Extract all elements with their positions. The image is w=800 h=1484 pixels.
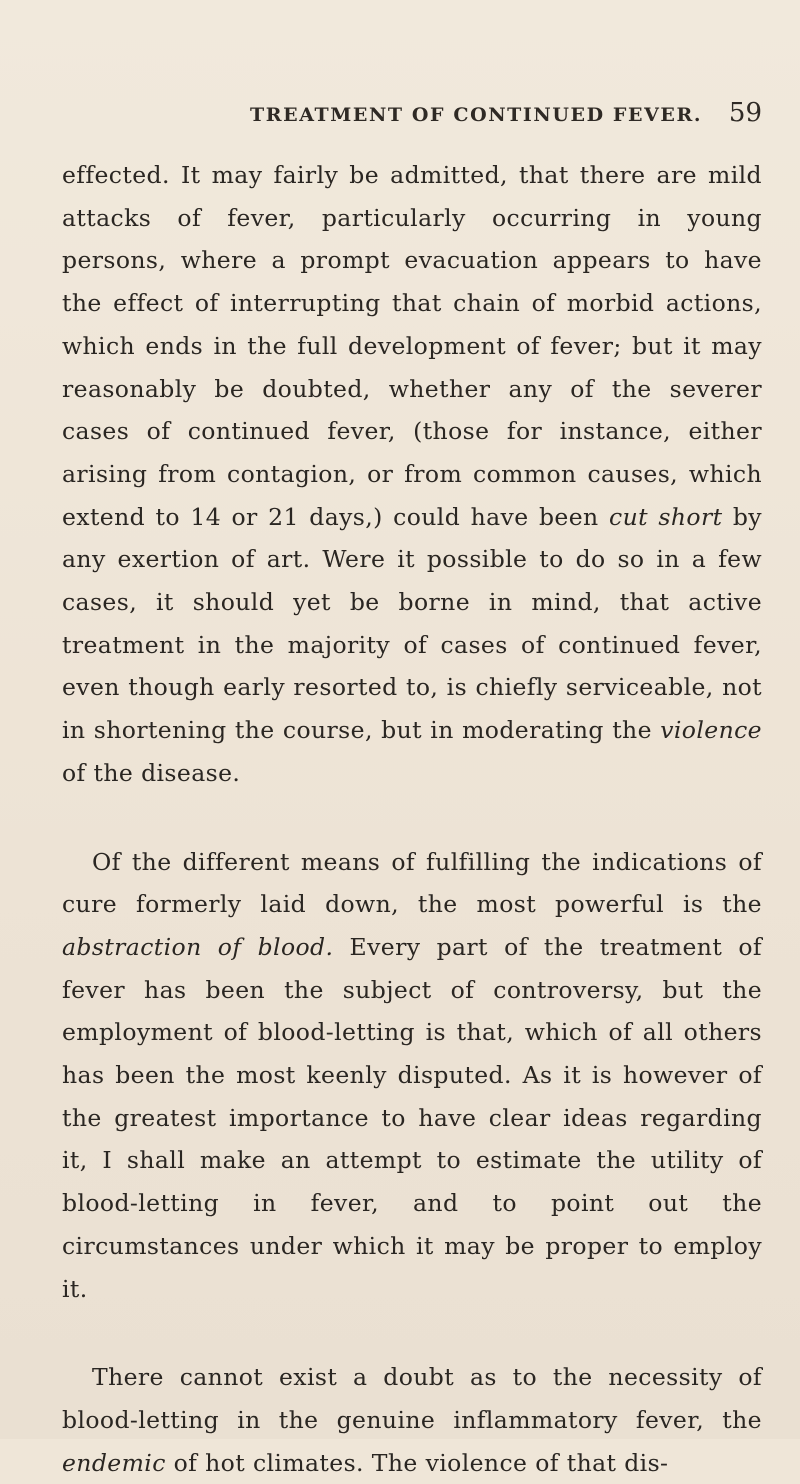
text-run: Every part of the treatment of fever has been the subject of controversy, but the employment of blood-letting is that, which of all others has been the most keenly disputed. As it is however of the greatest importance to have clear ideas regarding it, I shall make an attempt to estimate the utility of blood-letting in fever, and to point out the circumstances under which it may be proper to employ it. — [62, 932, 762, 1303]
text-run: effected. It may fairly be admitted, that there are mild attacks of fever, particularly occurring in young persons, where a prompt evacuation appears to have the effect of interrupting that chain of morbid actions, which ends in the full development of fever; but it may reasonably be doubted, whether any of the severer cases of continued fever, (those for instance, either arising from contagion, or from common causes, which extend to 14 or 21 days,) could have been — [62, 161, 762, 531]
italic-text: endemic — [62, 1448, 166, 1477]
running-title: TREATMENT OF CONTINUED FEVER. — [250, 104, 703, 126]
running-head — [62, 98, 762, 140]
text-run: There cannot exist a doubt as to the necessity of blood-letting in the genuine inflammatory fever, the — [62, 1363, 762, 1434]
body-text — [62, 154, 762, 1484]
text-run: of hot climates. The violence of that dis- — [165, 1448, 669, 1477]
paragraph — [62, 1356, 762, 1484]
page-number: 59 — [728, 98, 762, 128]
text-run: by any exertion of art. Were it possible to do so in a few cases, it should yet be borne in mind, that active treatment in the majority of cases of continued fever, even though early resorted to, is chiefly serviceable, not in shortening the course, but in moderating the — [62, 502, 762, 745]
paragraph — [62, 154, 762, 795]
text-run: Of the different means of fulfilling the indications of cure formerly laid down, the most powerful is the — [62, 847, 762, 919]
italic-text: abstraction of blood. — [62, 932, 334, 961]
paragraph — [62, 841, 762, 1311]
italic-text: cut short — [609, 502, 723, 531]
italic-text: violence — [660, 716, 762, 745]
text-run: of the disease. — [62, 758, 241, 787]
